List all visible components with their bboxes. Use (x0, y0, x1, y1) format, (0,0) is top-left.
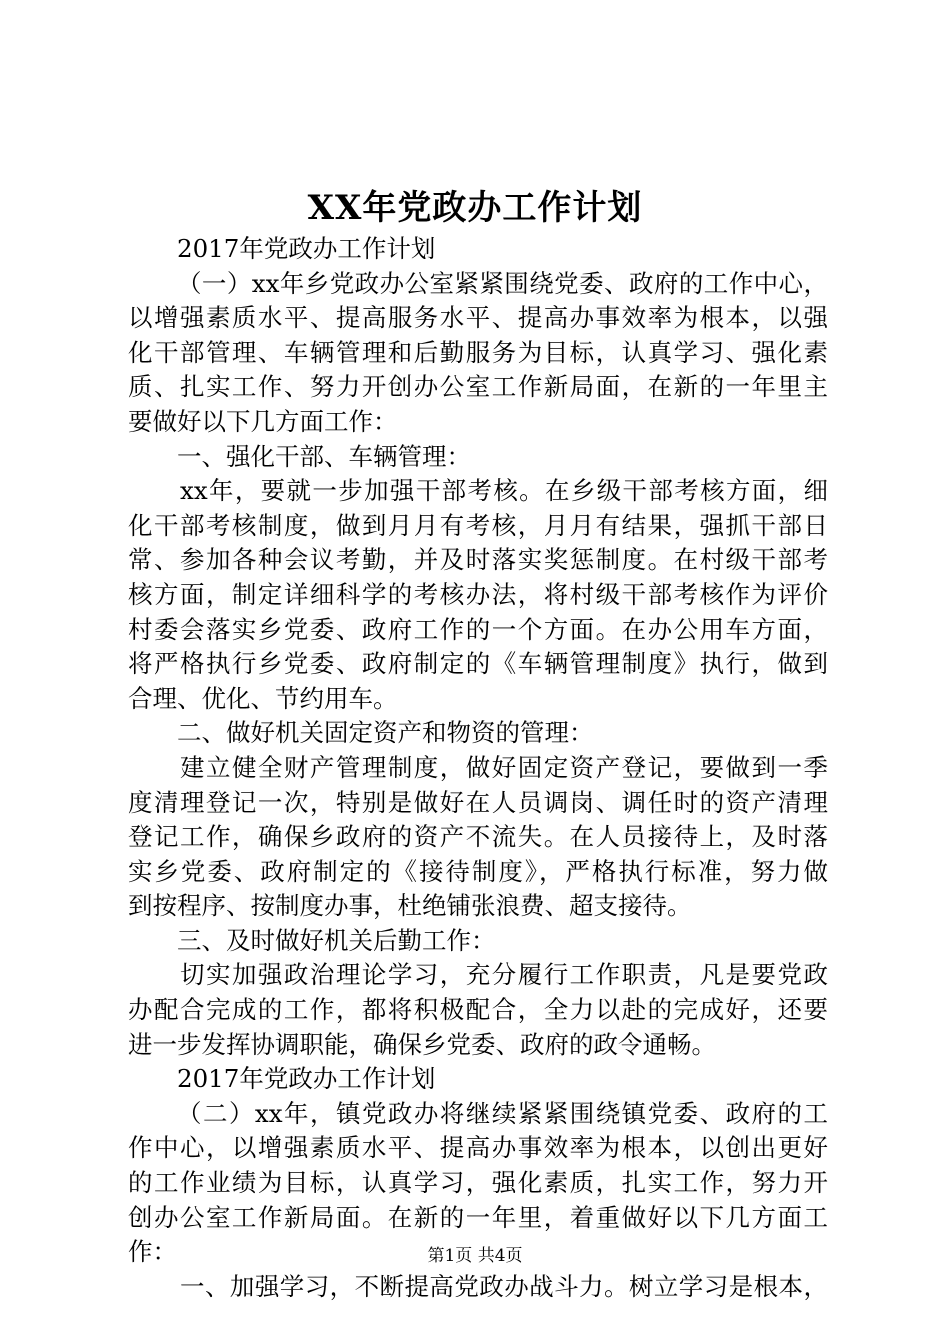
paragraph-line: 作中心，以增强素质水平、提高办事效率为根本，以创出更好 (128, 1133, 828, 1163)
paragraph-line: 村委会落实乡党委、政府工作的一个方面。在办公用车方面， (128, 614, 828, 644)
paragraph-line: 化干部管理、车辆管理和后勤服务为目标，认真学习、强化素 (128, 337, 828, 367)
paragraph-line: 到按程序、按制度办事，杜绝铺张浪费、超支接待。 (128, 891, 692, 921)
paragraph-line: 要做好以下几方面工作： (128, 406, 398, 436)
paragraph-line: 一、加强学习，不断提高党政办战斗力。树立学习是根本， (180, 1271, 828, 1301)
paragraph-line: xx年，要就一步加强干部考核。在乡级干部考核方面，细 (180, 476, 828, 506)
section-heading: 二、做好机关固定资产和物资的管理： (177, 718, 594, 748)
paragraph-line: 2017年党政办工作计划 (177, 1064, 436, 1094)
paragraph-line: 进一步发挥协调职能，确保乡党委、政府的政令通畅。 (128, 1029, 716, 1059)
document-title: XX年党政办工作计划 (307, 188, 643, 228)
paragraph-line: 质、扎实工作、努力开创办公室工作新局面，在新的一年里主 (128, 372, 828, 402)
paragraph-line: 合理、优化、节约用车。 (128, 683, 398, 713)
paragraph-line: 切实加强政治理论学习，充分履行工作职责，凡是要党政 (180, 960, 828, 990)
paragraph-line: 常、参加各种会议考勤，并及时落实奖惩制度。在村级干部考 (128, 545, 828, 575)
page-footer: 第1页 共4页 (427, 1246, 523, 1266)
paragraph-line: （一）xx年乡党政办公室紧紧围绕党委、政府的工作中心， (177, 268, 828, 298)
paragraph-line: 核方面，制定详细科学的考核办法，将村级干部考核作为评价 (128, 579, 828, 609)
paragraph-line: 化干部考核制度，做到月月有考核，月月有结果，强抓干部日 (128, 510, 828, 540)
paragraph-line: 以增强素质水平、提高服务水平、提高办事效率为根本，以强 (128, 303, 828, 333)
paragraph-line: 的工作业绩为目标，认真学习，强化素质，扎实工作，努力开 (128, 1168, 828, 1198)
paragraph-line: 度清理登记一次，特别是做好在人员调岗、调任时的资产清理 (128, 787, 828, 817)
paragraph-line: 作： (128, 1237, 177, 1267)
paragraph-line: 建立健全财产管理制度，做好固定资产登记，要做到一季 (180, 752, 828, 782)
paragraph-line: 创办公室工作新局面。在新的一年里，着重做好以下几方面工 (128, 1202, 828, 1232)
section-heading: 一、强化干部、车辆管理： (177, 441, 471, 471)
paragraph-line: 将严格执行乡党委、政府制定的《车辆管理制度》执行，做到 (128, 649, 828, 679)
document-body (128, 232, 828, 1304)
paragraph-line: 登记工作，确保乡政府的资产不流失。在人员接待上，及时落 (128, 822, 828, 852)
section-heading: 三、及时做好机关后勤工作： (177, 925, 496, 955)
paragraph-line: 实乡党委、政府制定的《接待制度》，严格执行标准，努力做 (128, 856, 828, 886)
paragraph-line: 办配合完成的工作，都将积极配合，全力以赴的完成好，还要 (128, 995, 828, 1025)
paragraph-line: （二）xx年，镇党政办将继续紧紧围绕镇党委、政府的工 (177, 1098, 828, 1128)
paragraph-line: 2017年党政办工作计划 (177, 234, 436, 263)
